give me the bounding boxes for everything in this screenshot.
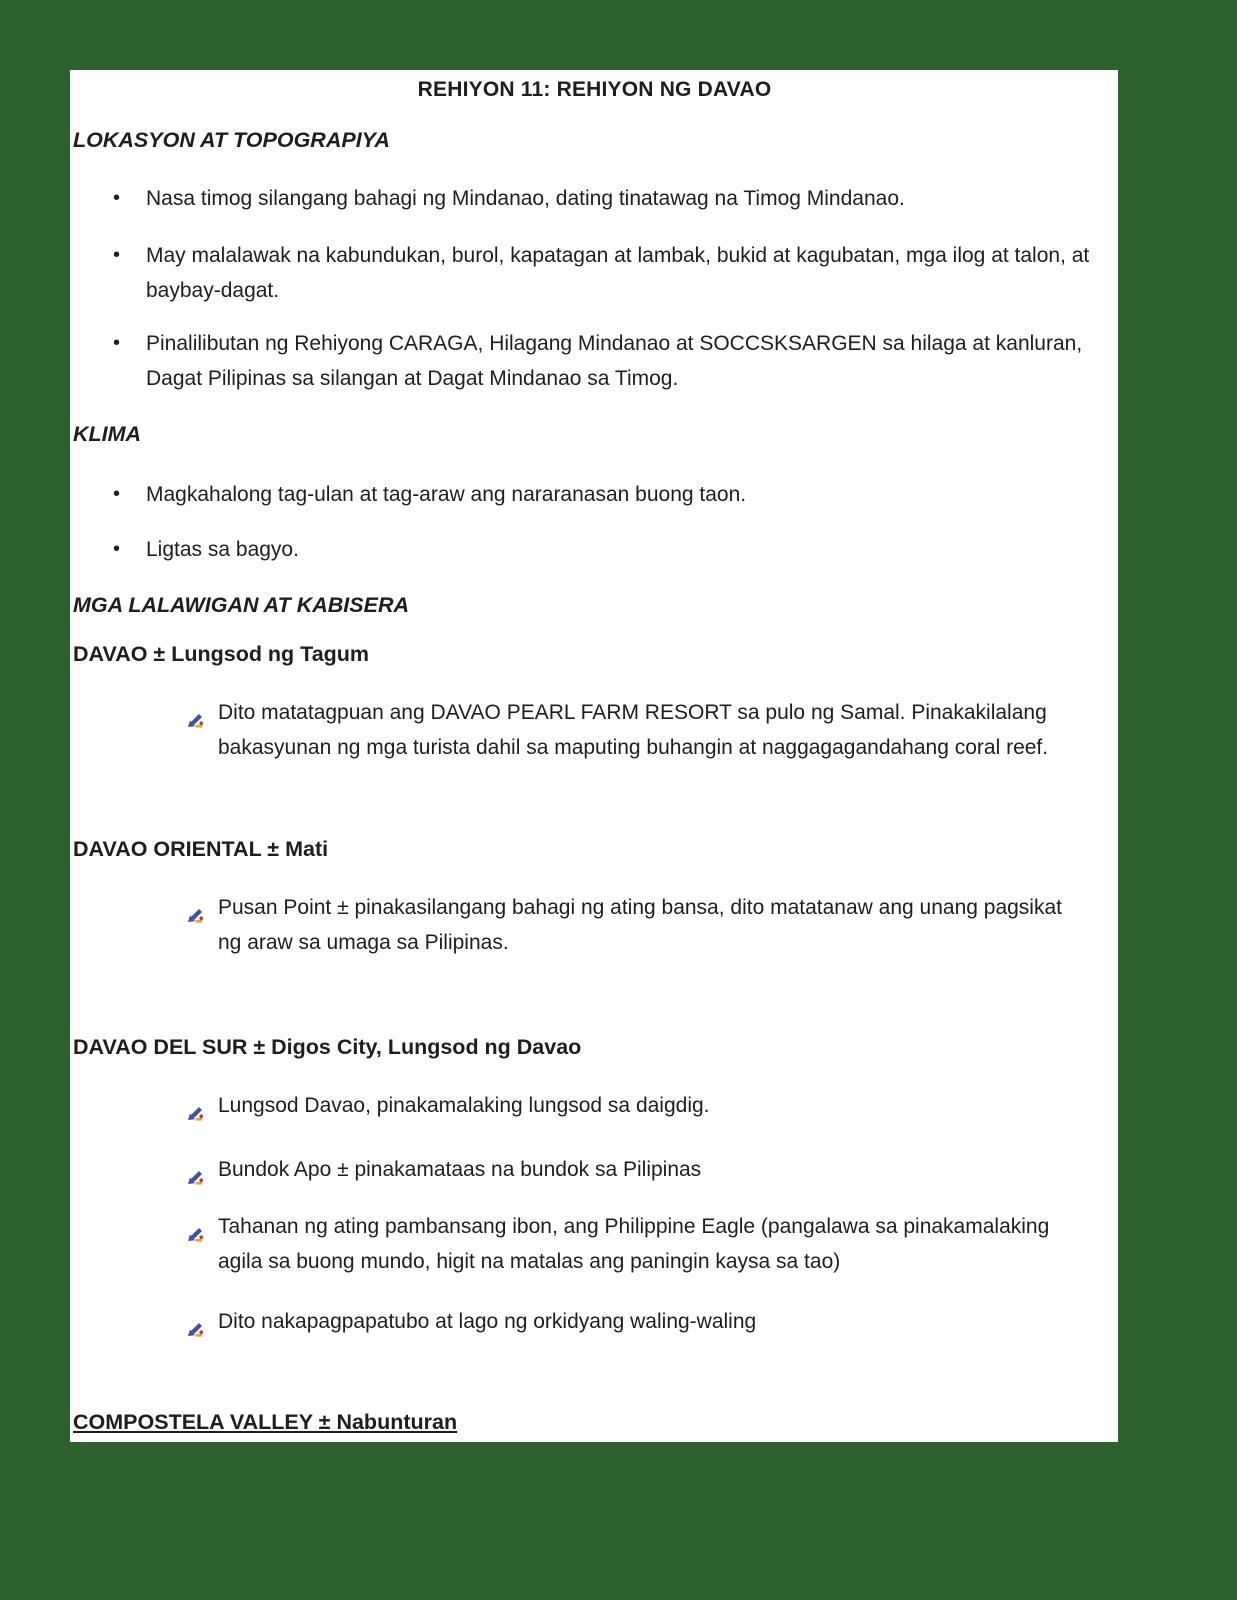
bullet-item [73, 532, 1116, 567]
arrow-marker-icon [188, 1152, 218, 1196]
bullet-dot-icon: • [113, 244, 121, 266]
bullet-text: May malalawak na kabundukan, burol, kapatagan at lambak, bukid at kagubatan, mga ilog at talon, at baybay-dagat. [146, 244, 1090, 302]
bullet-dot-icon: • [113, 538, 121, 560]
list-item [73, 1304, 1116, 1348]
bullet-dot-icon: • [113, 187, 121, 209]
list-item [73, 1152, 1116, 1196]
section-heading-klima: KLIMA [73, 422, 142, 446]
province-heading-davao: DAVAO ± Lungsod ng Tagum [73, 642, 370, 666]
list-item [73, 1209, 1116, 1279]
list-item [73, 1088, 1116, 1132]
list-item-text: Dito matatagpuan ang DAVAO PEARL FARM RESORT sa pulo ng Samal. Pinakakilalang bakasyunan ng mga turista dahil sa maputing buhangin at naggagagandahang coral reef. [218, 701, 1049, 759]
arrow-marker-icon [188, 695, 218, 739]
province-heading-compostela-valley: COMPOSTELA VALLEY ± Nabunturan [73, 1410, 458, 1434]
bullet-item [73, 238, 1116, 308]
province-heading-davao-oriental: DAVAO ORIENTAL ± Mati [73, 837, 329, 861]
document-title: REHIYON 11: REHIYON NG DAVAO [417, 78, 772, 101]
list-item [73, 695, 1116, 765]
arrow-marker-icon [188, 890, 218, 934]
list-item-text: Lungsod Davao, pinakamalaking lungsod sa daigdig. [218, 1094, 710, 1117]
bullet-dot-icon: • [113, 483, 121, 505]
bullet-text: Ligtas sa bagyo. [146, 538, 299, 561]
list-item-text: Dito nakapagpapatubo at lago ng orkidyang waling-waling [218, 1310, 757, 1333]
list-item-text: Bundok Apo ± pinakamataas na bundok sa Pilipinas [218, 1158, 702, 1181]
list-item [73, 890, 1116, 960]
arrow-marker-icon [188, 1209, 218, 1253]
section-heading-lalawigan: MGA LALAWIGAN AT KABISERA [73, 593, 410, 617]
bullet-item [73, 181, 1116, 216]
bullet-text: Pinalilibutan ng Rehiyong CARAGA, Hilagang Mindanao at SOCCSKSARGEN sa hilaga at kanluran, Dagat Pilipinas sa silangan at Dagat Mindanao sa Timog. [146, 332, 1083, 390]
arrow-marker-icon [188, 1304, 218, 1348]
list-item-text: Pusan Point ± pinakasilangang bahagi ng ating bansa, dito matatanaw ang unang pagsikat ng araw sa umaga sa Pilipinas. [218, 896, 1062, 954]
arrow-marker-icon [188, 1088, 218, 1132]
bullet-dot-icon: • [113, 332, 121, 354]
document-page [70, 70, 1118, 1442]
bullet-item [73, 326, 1116, 396]
province-heading-davao-del-sur: DAVAO DEL SUR ± Digos City, Lungsod ng Davao [73, 1035, 582, 1059]
bullet-item [73, 477, 1116, 512]
bullet-text: Magkahalong tag-ulan at tag-araw ang nararanasan buong taon. [146, 483, 747, 506]
bullet-text: Nasa timog silangang bahagi ng Mindanao, dating tinatawag na Timog Mindanao. [146, 187, 905, 210]
list-item-text: Tahanan ng ating pambansang ibon, ang Philippine Eagle (pangalawa sa pinakamalaking agila sa buong mundo, higit na matalas ang paningin kaysa sa tao) [218, 1215, 1050, 1273]
section-heading-lokasyon: LOKASYON AT TOPOGRAPIYA [73, 128, 390, 152]
